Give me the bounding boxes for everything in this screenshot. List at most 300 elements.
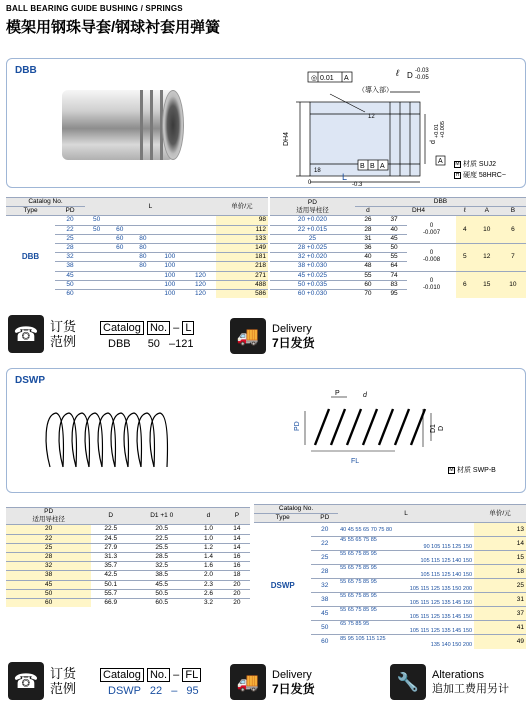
spring-wire — [395, 409, 409, 445]
dh-cell: 83 — [381, 280, 407, 289]
delivery-en: Delivery — [272, 323, 312, 335]
delivery-text — [272, 322, 315, 350]
pd-tol: +0.025 — [306, 244, 327, 252]
tol-symbol: ◎ — [311, 75, 318, 82]
truck-icon: 🚚 — [230, 664, 266, 700]
ex-l: –121 — [169, 338, 194, 350]
l-label: L — [342, 172, 348, 182]
dbb-material — [454, 159, 496, 169]
b-cell: 6 — [500, 216, 526, 244]
pd-cell — [270, 271, 355, 280]
pd-cell: 45 — [311, 607, 338, 621]
d-cell: 48 — [355, 262, 381, 271]
pd-cell — [270, 234, 355, 243]
l-cell — [338, 565, 474, 579]
pd-value: 60 — [297, 290, 306, 298]
d1-cell: 22.5 — [130, 534, 193, 543]
l-cell — [85, 280, 108, 289]
material-icon: M — [449, 466, 454, 473]
d-tol-up: -0.03 — [415, 68, 429, 74]
pd-cell — [270, 225, 355, 234]
pd-cell: 50 — [311, 621, 338, 635]
dh4-label: DH4 — [283, 131, 290, 146]
pd-value: 22 — [297, 225, 306, 233]
pd-value: 45 — [297, 271, 306, 279]
d-cell: 24.5 — [91, 534, 130, 543]
price-cell: 31 — [474, 593, 526, 607]
price-cell: 133 — [216, 234, 268, 243]
b-cell: 10 — [500, 271, 526, 298]
l-cell: 4 — [456, 216, 474, 244]
dd-cell: 1.0 — [193, 534, 223, 543]
dh-tol-up: 0 — [429, 277, 434, 284]
b-box-2: B — [370, 163, 375, 170]
ell-label: ℓ — [396, 68, 399, 78]
pd-cell: 60 — [55, 290, 85, 299]
l-cell — [131, 225, 154, 234]
price-cell: 112 — [216, 225, 268, 234]
pd-cell: 22 — [55, 225, 85, 234]
d-fit-up: +0.01 — [434, 124, 440, 138]
spring-wire — [315, 409, 329, 445]
d-cell: 26 — [355, 216, 381, 225]
dh-cell: 45 — [381, 234, 407, 243]
l-cell — [185, 225, 216, 234]
a-datum: A — [438, 158, 443, 165]
order-dash: – — [173, 669, 180, 681]
b-box-1: B — [360, 163, 365, 170]
hardness-icon: H — [455, 171, 460, 178]
l-cell — [85, 253, 108, 262]
pd-cell: 28 — [311, 565, 338, 579]
table-row — [6, 571, 250, 580]
dh-cell: 95 — [381, 290, 407, 299]
d1-header — [130, 508, 193, 525]
l-cell: 80 — [131, 253, 154, 262]
d-cell: 31 — [355, 234, 381, 243]
l-values-a: 85 95 105 115 125 — [340, 635, 386, 642]
l-cell — [85, 262, 108, 271]
pd-cell: 25 — [311, 551, 338, 565]
dh-cell: 74 — [381, 271, 407, 280]
l-values-b: 105 115 125 135 145 150 — [409, 613, 473, 620]
l-header: L — [85, 198, 216, 216]
d-cell: 28 — [355, 225, 381, 234]
ex-pd: 22 — [149, 685, 163, 697]
pd-header — [6, 508, 91, 525]
p-cell: 14 — [224, 543, 250, 552]
dswp-material — [448, 465, 496, 475]
pd-cell: 22 — [311, 537, 338, 551]
order-label — [50, 666, 76, 696]
dd-cell: 2.0 — [193, 571, 223, 580]
l-cell: 120 — [185, 271, 216, 280]
dd-cell: 1.0 — [193, 525, 223, 534]
l-cell — [85, 271, 108, 280]
table-row — [6, 589, 250, 598]
bushing-photo — [62, 90, 174, 160]
delivery-cn: 7日发货 — [272, 682, 315, 696]
d-cell: 35.7 — [91, 562, 130, 571]
l-values-a: 55 65 75 85 95 — [340, 565, 377, 572]
l-values-a: 55 65 75 85 95 — [340, 551, 377, 558]
l-values-b: 105 115 125 135 145 150 — [409, 599, 473, 606]
dd-label: D — [438, 425, 445, 431]
alterations-en: Alterations — [432, 669, 484, 681]
ex-type: DSWP — [108, 685, 141, 697]
dbb-header: DBB — [355, 198, 526, 207]
d1-cell: 25.5 — [130, 543, 193, 552]
dh-cell: 64 — [381, 262, 407, 271]
l-cell — [85, 290, 108, 299]
pd-tol: +0.025 — [306, 271, 327, 279]
pd2-label: PD — [307, 198, 317, 206]
d1-cell: 38.5 — [130, 571, 193, 580]
a-cell: 12 — [474, 244, 500, 272]
l-header: L — [338, 505, 474, 523]
pd-value: 38 — [297, 262, 306, 270]
l-cell — [154, 216, 185, 225]
l-cell: 50 — [85, 225, 108, 234]
catalog-header: Catalog No. — [254, 505, 338, 514]
ex-dash: – — [171, 685, 178, 697]
l-cell — [154, 244, 185, 253]
pd-tol: +0.020 — [306, 253, 327, 261]
alterations-block — [390, 664, 509, 700]
no-word: No. — [147, 321, 170, 335]
fl-label: FL — [351, 458, 360, 465]
table-row — [254, 523, 526, 537]
ell-header: ℓ — [456, 207, 474, 216]
hardness-text: 硬度 58HRC~ — [462, 172, 506, 179]
l-values-a: 45 55 65 75 85 — [340, 537, 377, 544]
material-text: 材质 SUJ2 — [462, 161, 497, 168]
price-cell: 586 — [216, 290, 268, 299]
bushing-end — [162, 90, 184, 160]
d1-label: D1 — [430, 424, 437, 433]
dswp-delivery-block — [230, 664, 315, 700]
a-header: A — [474, 207, 500, 216]
pd-cell: 32 — [311, 579, 338, 593]
spring-coil — [150, 413, 167, 467]
dswp-title: DSWP — [15, 375, 45, 386]
table-row — [270, 216, 526, 225]
l-values-a: 55 65 75 85 95 — [340, 579, 377, 586]
pd-value: 28 — [297, 244, 306, 252]
pd-cell: 20 — [55, 216, 85, 225]
dh-cell: 50 — [381, 244, 407, 253]
pd2-header — [270, 198, 355, 216]
l-cell — [108, 216, 131, 225]
ex-fl: 95 — [186, 685, 199, 697]
spring-image — [40, 405, 180, 475]
spring-wire — [347, 409, 361, 445]
dd-cell: 3.2 — [193, 599, 223, 608]
l-values-b: 90 105 115 125 150 — [423, 543, 473, 550]
dh-tol-up: 0 — [429, 222, 434, 229]
r18-label: 18 — [314, 168, 321, 174]
pd-cell — [270, 262, 355, 271]
d1-cell: 20.5 — [130, 525, 193, 534]
dswp-order-block — [8, 662, 76, 700]
table-row — [6, 525, 250, 534]
d1-tol-lo: 0 — [169, 512, 174, 520]
l-cell — [338, 579, 474, 593]
d-label: D — [407, 71, 413, 80]
dh-tol-cell — [407, 271, 456, 298]
l-cell — [338, 593, 474, 607]
l-cell — [185, 244, 216, 253]
price-cell: 25 — [474, 579, 526, 593]
order-label-1: 订货 — [50, 666, 77, 681]
d-fit-label: d — [430, 140, 437, 144]
wrench-icon: 🔧 — [390, 664, 426, 700]
pd-value: 20 — [297, 216, 306, 224]
p-header: P — [224, 508, 250, 525]
l-cell — [108, 262, 131, 271]
pd-cell: 28 — [55, 244, 85, 253]
price-cell: 18 — [474, 565, 526, 579]
l-cell — [108, 290, 131, 299]
p-cell: 16 — [224, 562, 250, 571]
dbb-delivery-block — [230, 318, 315, 354]
alterations-cn: 追加工费用另计 — [432, 683, 509, 695]
price-cell: 271 — [216, 271, 268, 280]
l-cell: 100 — [154, 271, 185, 280]
pd-cell — [270, 290, 355, 299]
table-row — [6, 580, 250, 589]
l-cell — [131, 271, 154, 280]
price-cell: 98 — [216, 216, 268, 225]
pd-cell — [270, 244, 355, 253]
dbb-price-table — [6, 197, 268, 298]
d-cell: 27.9 — [91, 543, 130, 552]
price-cell: 13 — [474, 523, 526, 537]
pd-cell: 45 — [6, 580, 91, 589]
spring-wire — [379, 409, 393, 445]
d1-label: D1 — [150, 512, 159, 520]
pd-cell: 50 — [55, 280, 85, 289]
l-cell — [131, 216, 154, 225]
l-cell — [108, 253, 131, 262]
dswp-example-values — [108, 685, 199, 697]
l-cell: 100 — [154, 290, 185, 299]
l-values-b: 105 115 125 140 150 — [420, 557, 473, 564]
pd2-sub: 适用导柱径 — [296, 206, 329, 214]
order-dash: – — [173, 322, 180, 334]
pd-cell: 22 — [6, 534, 91, 543]
p-cell: 20 — [224, 589, 250, 598]
dbb-order-example — [100, 322, 194, 334]
dd-cell: 2.6 — [193, 589, 223, 598]
price-header: 单价/元 — [474, 505, 526, 523]
l-cell — [85, 234, 108, 243]
b-cell: 7 — [500, 244, 526, 272]
l-cell — [338, 551, 474, 565]
material-icon: M — [455, 160, 460, 167]
dh-cell: 37 — [381, 216, 407, 225]
l-cell: 120 — [185, 290, 216, 299]
d-cell: 42.5 — [91, 571, 130, 580]
dh4-header: DH4 — [381, 207, 456, 216]
l-values-a: 55 65 75 85 95 — [340, 607, 377, 614]
l-cell: 80 — [131, 244, 154, 253]
pd-value: 32 — [297, 253, 306, 261]
dd-cell: 2.3 — [193, 580, 223, 589]
dh-cell: 40 — [381, 225, 407, 234]
dh-tol-up: 0 — [429, 250, 434, 257]
price-cell: 15 — [474, 551, 526, 565]
dbb-order-block — [8, 315, 76, 353]
l-cell — [154, 225, 185, 234]
table-row — [6, 599, 250, 608]
l-cell: 50 — [85, 216, 108, 225]
d-tol-lo: -0.05 — [415, 75, 429, 81]
pd-header: PD — [311, 514, 338, 523]
d-cell: 36 — [355, 244, 381, 253]
tol-value: 0.01 — [320, 75, 334, 82]
a-cell: 10 — [474, 216, 500, 244]
dh-tol-cell — [407, 216, 456, 244]
d-cell: 31.3 — [91, 553, 130, 562]
pd-tol: +0.035 — [306, 280, 327, 288]
header-title-cn: 模架用钢珠导套/钢球衬套用弹簧 — [6, 19, 221, 36]
pd-cell: 20 — [6, 525, 91, 534]
price-cell: 14 — [474, 537, 526, 551]
d1-cell: 50.5 — [130, 589, 193, 598]
p-cell: 14 — [224, 525, 250, 534]
pd-value: 50 — [297, 280, 306, 288]
catalog-header: Catalog No. — [6, 198, 85, 207]
price-cell: 181 — [216, 253, 268, 262]
order-label-2: 范例 — [50, 334, 77, 349]
l-values-b: 105 115 125 135 150 200 — [409, 585, 473, 592]
l-cell: 60 — [108, 234, 131, 243]
pd-cell: 38 — [311, 593, 338, 607]
price-header: 单价/元 — [216, 198, 268, 216]
l-word: L — [182, 321, 194, 335]
table-row — [6, 543, 250, 552]
p-cell: 14 — [224, 534, 250, 543]
pd-tol: +0.030 — [306, 290, 327, 298]
pd-label: PD — [44, 508, 54, 515]
pd-cell: 38 — [55, 262, 85, 271]
l-cell — [108, 280, 131, 289]
l-cell — [185, 262, 216, 271]
l-cell — [338, 621, 474, 635]
d2-header: d — [193, 508, 223, 525]
l-cell: 100 — [154, 280, 185, 289]
l-tol: -0.3 — [352, 182, 363, 188]
pd-cell — [270, 253, 355, 262]
price-cell: 218 — [216, 262, 268, 271]
l-cell: 80 — [131, 262, 154, 271]
truck-icon: 🚚 — [230, 318, 266, 354]
catalog-word: Catalog — [100, 321, 144, 335]
ex-type: DBB — [108, 338, 131, 350]
pd-value: 25 — [308, 234, 317, 242]
d1-cell: 28.5 — [130, 553, 193, 562]
l-cell — [131, 290, 154, 299]
l-cell: 5 — [456, 244, 474, 272]
l-cell — [338, 523, 474, 537]
pd-cell: 32 — [6, 562, 91, 571]
phone-icon: ☎ — [8, 315, 44, 353]
pd-header: PD — [55, 207, 85, 216]
price-cell: 37 — [474, 607, 526, 621]
order-label — [50, 319, 76, 349]
l-cell — [154, 234, 185, 243]
l-cell: 100 — [154, 262, 185, 271]
price-cell: 149 — [216, 244, 268, 253]
l-cell — [338, 607, 474, 621]
pd-sub: 适用导柱径 — [32, 516, 65, 524]
r12-label: 12 — [368, 114, 375, 120]
l-cell — [85, 244, 108, 253]
l-cell — [338, 537, 474, 551]
pd-cell: 25 — [6, 543, 91, 552]
bushing-groove — [140, 90, 143, 160]
order-label-1: 订货 — [50, 319, 77, 334]
dh-tol-lo: -0.010 — [423, 284, 441, 291]
l-cell: 6 — [456, 271, 474, 298]
l-cell — [185, 216, 216, 225]
zero-label: 0 — [308, 180, 312, 186]
d1-cell: 32.5 — [130, 562, 193, 571]
p-cell: 20 — [224, 580, 250, 589]
delivery-text — [272, 668, 315, 696]
table-row — [270, 244, 526, 253]
l-cell: 100 — [154, 253, 185, 262]
no-word: No. — [147, 668, 170, 682]
d-fit-lo: +0.005 — [440, 121, 446, 138]
a-cell: 15 — [474, 271, 500, 298]
pd-cell: 50 — [6, 589, 91, 598]
l-cell: 60 — [108, 225, 131, 234]
l-values-b: 135 140 150 200 — [430, 642, 473, 649]
l-cell — [338, 635, 474, 649]
l-cell — [185, 253, 216, 262]
dswp-price-table — [254, 504, 526, 649]
price-cell: 488 — [216, 280, 268, 289]
pd-label: PD — [294, 421, 301, 431]
pd-cell — [270, 280, 355, 289]
dh-tol-lo: -0.008 — [423, 257, 441, 264]
order-label-2: 范例 — [50, 681, 77, 696]
a-box: A — [380, 163, 385, 170]
d-cell: 22.5 — [91, 525, 130, 534]
d1-cell: 60.5 — [130, 599, 193, 608]
type-header: Type — [254, 514, 311, 523]
d-header: D — [91, 508, 130, 525]
dbb-dimension-table — [270, 197, 526, 298]
price-cell: 41 — [474, 621, 526, 635]
d-cell: 55.7 — [91, 589, 130, 598]
l-cell — [108, 271, 131, 280]
dswp-dimension-table — [6, 507, 250, 607]
dbb-example-values — [108, 338, 193, 350]
d-header: d — [355, 207, 381, 216]
dbb-title: DBB — [15, 65, 37, 76]
intro-label: （導入部） — [358, 87, 393, 94]
d1-cell: 45.5 — [130, 580, 193, 589]
d-cell: 60 — [355, 280, 381, 289]
table-row — [6, 562, 250, 571]
dswp-order-example — [100, 669, 201, 681]
p-cell: 16 — [224, 553, 250, 562]
pd-cell: 38 — [6, 571, 91, 580]
pd-cell: 60 — [311, 635, 338, 649]
